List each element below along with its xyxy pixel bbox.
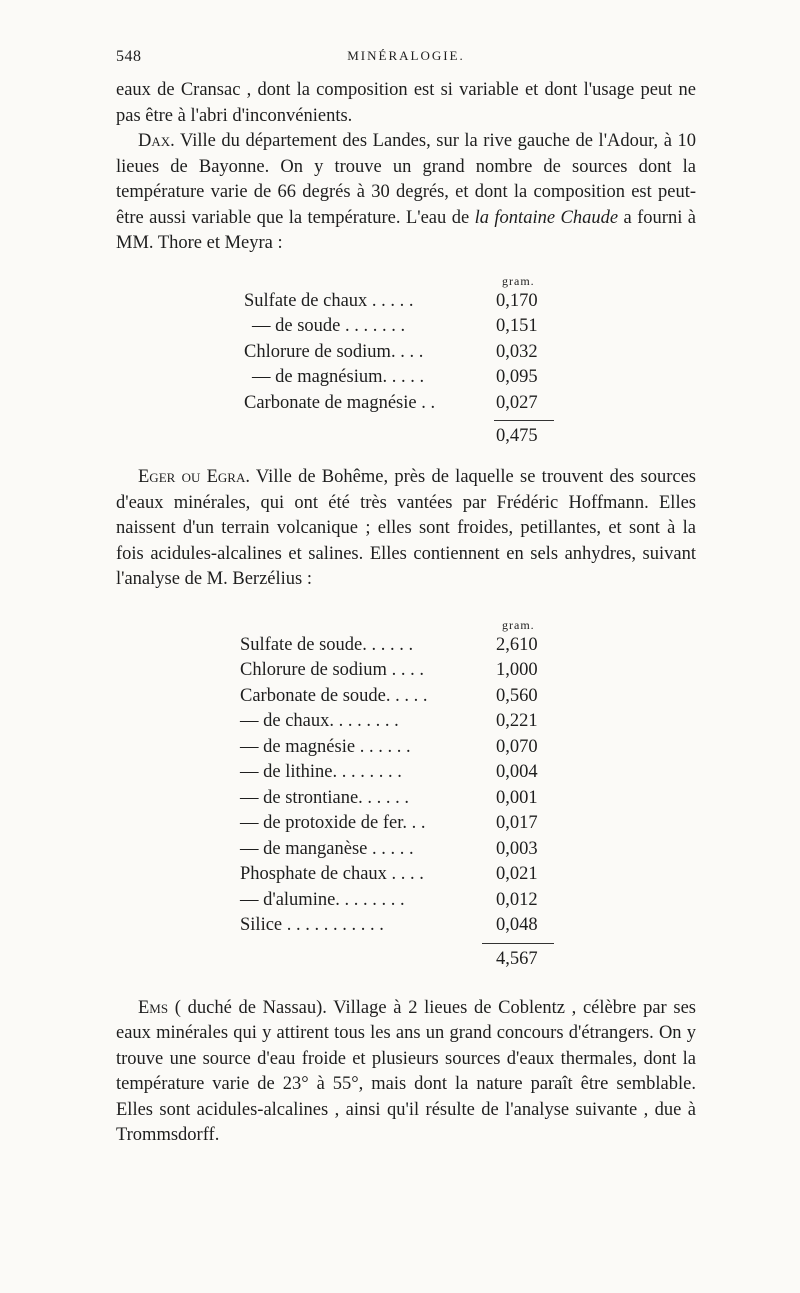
row-label: — de chaux. . . . . . . . — [240, 711, 399, 731]
eger-paragraph — [116, 465, 696, 593]
table-row — [240, 913, 570, 939]
running-title: MINÉRALOGIE. — [347, 48, 465, 63]
page-number: 548 — [116, 48, 142, 65]
eger-analysis-table — [240, 613, 570, 972]
row-value: 0,012 — [496, 889, 538, 910]
ems-paragraph — [116, 996, 696, 1149]
table-row — [240, 888, 570, 914]
row-label: — de magnésium. . . . . — [252, 367, 425, 387]
row-value: 0,004 — [496, 762, 538, 782]
sum-rule — [482, 943, 554, 944]
row-label: Sulfate de soude. . . . . . — [240, 634, 414, 655]
row-label: Chlorure de sodium. . . . — [244, 341, 424, 362]
table-row — [244, 365, 564, 391]
row-value: 0,027 — [496, 392, 538, 413]
row-label: — de magnésie . . . . . . — [240, 736, 411, 757]
row-value: 0,151 — [496, 316, 538, 336]
table-row — [240, 709, 570, 735]
row-label: — de lithine. . . . . . . . — [240, 762, 402, 782]
table-row — [244, 340, 564, 366]
row-value: 0,032 — [496, 341, 538, 362]
table-row — [244, 289, 564, 315]
ems-text: ( duché de Nassau). Village à 2 lieues de Coblentz , célèbre par ses eaux minérales qui y attirent tous les ans un grand concours d'étrangers. On y trouve une source d'eau froide et plusieurs sources d'eaux thermales, dont la température varie de 23° à 55°, mais dont la nature paraît être semblable. Elles sont acidules-alcalines , ainsi qu'il résulte de l'analyse suivante , due à Trommsdorff. — [116, 997, 696, 1145]
dax-total: 0,475 — [496, 426, 538, 446]
dax-text-after: a fourni à MM. Thore et Meyra : — [116, 207, 696, 253]
row-value: 0,003 — [496, 838, 538, 859]
table-row — [240, 658, 570, 684]
eger-text: . Ville de Bohême, près de laquelle se trouvent des sources d'eaux minérales, qui ont été très vantées par Frédéric Hoffmann. Elles naissent d'un terrain volcanique ; elles sont froides, petillantes, et sont à la fois acidules-alcalines et salines. Elles contiennent en sels anhydres, suivant l'analyse de M. Berzélius : — [116, 467, 697, 589]
running-header — [116, 48, 696, 78]
row-label: — de strontiane. . . . . . — [240, 787, 410, 808]
row-value: 0,001 — [496, 787, 538, 808]
intro-paragraph: eaux de Cransac , dont la composition est si variable et dont l'usage peut ne pas être à l'abri d'inconvénients. — [116, 80, 696, 126]
dax-heading: Dax — [138, 131, 171, 151]
dax-analysis-table — [244, 269, 564, 450]
row-label: — de protoxide de fer. . . — [240, 813, 426, 833]
row-label: Chlorure de sodium . . . . — [240, 660, 424, 680]
row-label: — de soude . . . . . . . — [252, 316, 406, 336]
dax-text-before: . Ville du département des Landes, sur la rive gauche de l'Adour, à 10 lieues de Bayonne. On y trouve un grand nombre de sources dont la température varie de 66 degrés à 30 degrés, et dont la composition est peut-être aussi variable que la température. L'eau de — [116, 131, 696, 228]
row-value: 0,560 — [496, 685, 538, 706]
table-row — [244, 314, 564, 340]
row-label: — de manganèse . . . . . — [240, 838, 414, 859]
row-label: Carbonate de soude. . . . . — [240, 685, 428, 706]
row-value: 0,170 — [496, 290, 538, 311]
row-value: 0,070 — [496, 736, 538, 757]
dax-paragraph — [116, 129, 696, 257]
row-label: Silice . . . . . . . . . . . — [240, 915, 384, 935]
table-row — [240, 811, 570, 837]
eger-heading: Eger ou Egra — [138, 467, 246, 487]
row-value: 0,048 — [496, 915, 538, 935]
table-row — [240, 760, 570, 786]
sum-rule — [494, 420, 554, 421]
table-row — [240, 633, 570, 659]
row-label: Carbonate de magnésie . . — [244, 392, 436, 413]
row-value: 0,221 — [496, 711, 538, 731]
ems-heading: Ems — [138, 997, 169, 1018]
eger-unit-label: gram. — [502, 617, 535, 632]
row-value: 0,017 — [496, 813, 538, 833]
table-row — [240, 735, 570, 761]
book-page — [116, 48, 696, 1149]
row-label: — d'alumine. . . . . . . . — [240, 889, 405, 910]
row-value: 0,021 — [496, 864, 538, 884]
row-label: Phosphate de chaux . . . . — [240, 864, 424, 884]
row-value: 0,095 — [496, 367, 538, 387]
table-row — [240, 684, 570, 710]
table-row — [240, 862, 570, 888]
row-label: Sulfate de chaux . . . . . — [244, 290, 414, 311]
dax-source-name: la fontaine Chaude — [474, 207, 619, 228]
row-value: 1,000 — [496, 660, 538, 680]
table-row — [240, 786, 570, 812]
dax-unit-label: gram. — [502, 273, 535, 288]
eger-total: 4,567 — [496, 948, 538, 969]
table-row — [244, 391, 564, 417]
row-value: 2,610 — [496, 634, 538, 655]
table-row — [240, 837, 570, 863]
